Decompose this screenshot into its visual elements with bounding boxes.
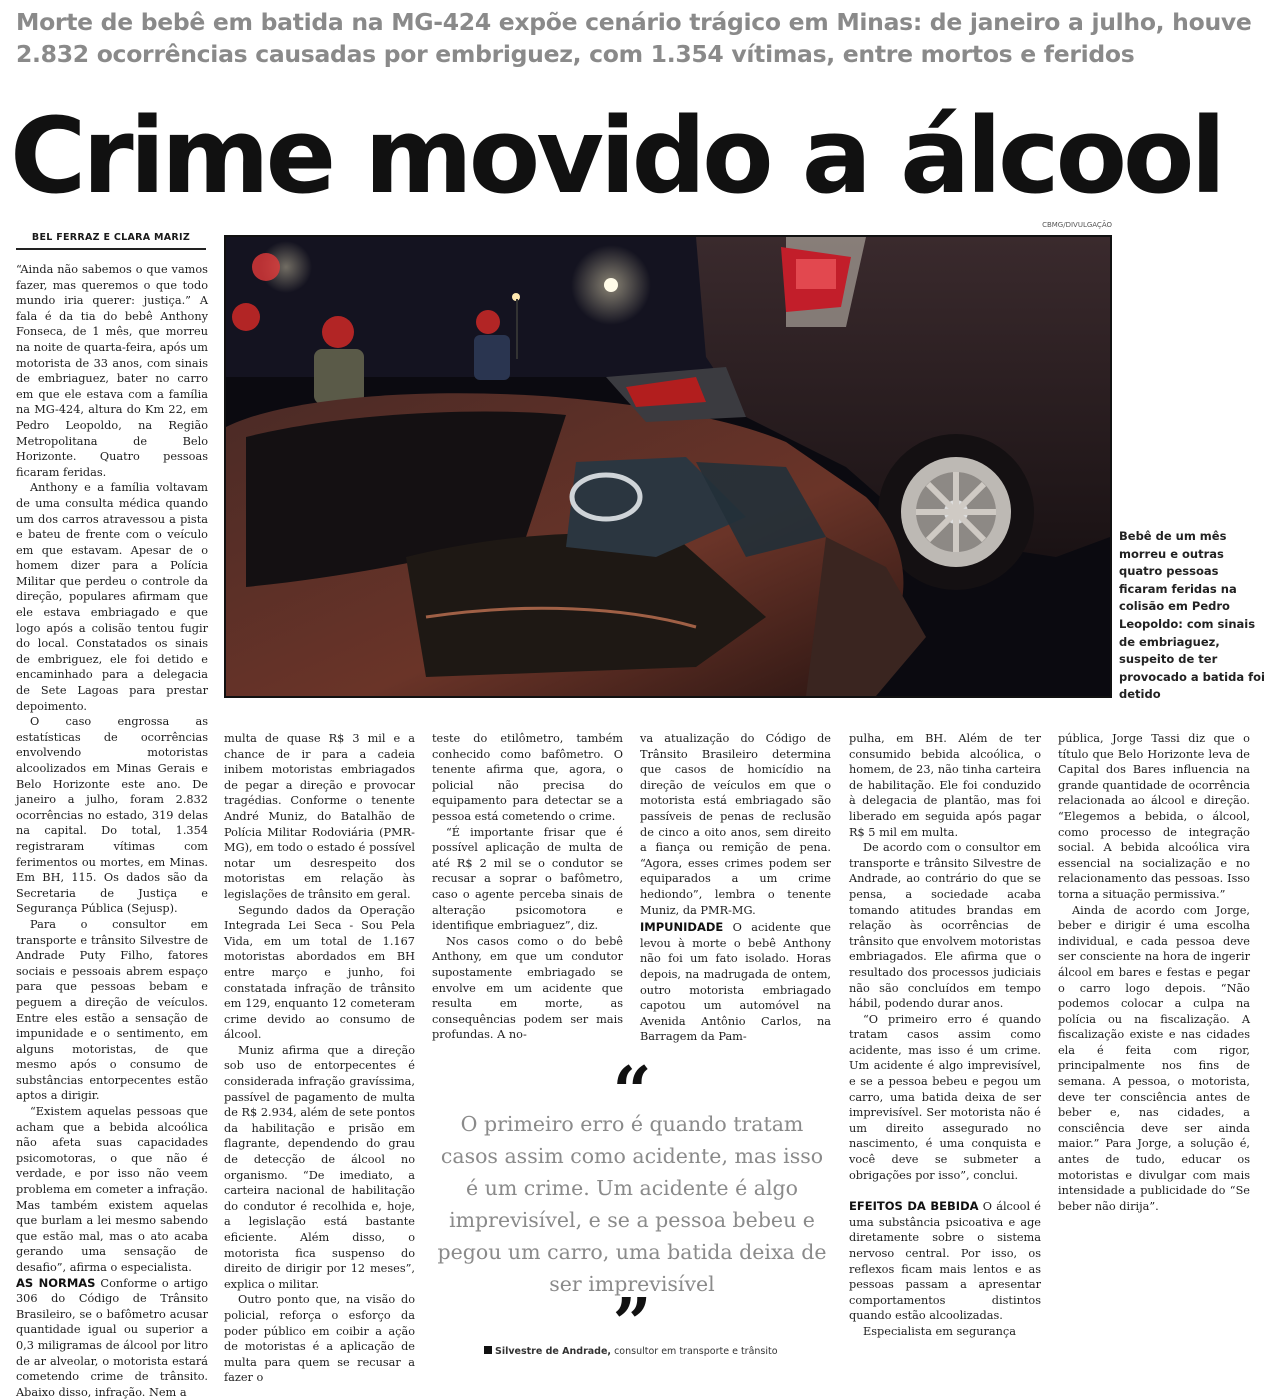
quote-source-name: Silvestre de Andrade,: [495, 1346, 612, 1357]
crash-photo-illustration: [226, 237, 1110, 696]
article-paragraph: [849, 1199, 1041, 1324]
kicker-subheadline: Morte de bebê em batida na MG-424 expõe cenário trágico em Minas: de janeiro a julho, houve 2.832 ocorrências causadas por embriguez, com 1.354 vítimas, entre mortos e feridos: [16, 8, 1252, 68]
crash-photo: [224, 235, 1112, 698]
pull-quote-text: O primeiro erro é quando tratam casos assim como acidente, mas isso é um crime. Um acidente é algo imprevisível, e se a pessoa bebeu e pegou um carro, uma batida deixa de ser imprevisível: [437, 1112, 827, 1296]
article-paragraph: Segundo dados da Operação Integrada Lei Seca - Sou Pela Vida, em um total de 1.167 motoristas abordados em BH entre março e junho, foi constatada infração de trânsito em 129, enquanto 12 cometeram crime devido ao consumo de álcool.: [224, 903, 415, 1042]
byline: BEL FERRAZ E CLARA MARIZ: [16, 232, 206, 250]
photo-caption: Bebê de um mês morreu e outras quatro pessoas ficaram feridas na colisão em Pedro Leopoldo: com sinais de embriaguez, suspeito de ter provocado a batida foi detido: [1119, 529, 1265, 702]
paragraph-text: O acidente que levou à morte o bebê Anthony não foi um fato isolado. Horas depois, na madrugada de ontem, outro motorista embriagado capotou um automóvel na Avenida Antônio Carlos, na Barragem da Pam-: [640, 921, 831, 1044]
section-subhead-impunidade: IMPUNIDADE: [640, 920, 724, 935]
article-paragraph: Para o consultor em transporte e trânsito Silvestre de Andrade Puty Filho, fatores sociais e pessoais abrem espaço para que pessoas bebam e peguem a direção de veículos. Entre eles estão a sensação de impunidade e o sentimento, em alguns motoristas, de que mesmo após o consumo de substâncias entorpecentes estão aptos a dirigir.: [16, 917, 208, 1103]
article-paragraph: [640, 920, 831, 1045]
quote-close-mark: ”: [612, 1284, 652, 1364]
paragraph-text: Conforme o artigo 306 do Código de Trânsito Brasileiro, se o bafômetro acusar quantidade igual ou superior a 0,3 miligramas de álcool por litro de ar alveolar, o motorista estará cometendo crime de trânsito. Abaixo disso, infração. Nem a: [16, 1276, 208, 1399]
paragraph-text: O álcool é uma substância psicoativa e age diretamente sobre o sistema nervoso central. Por isso, os reflexos ficam mais lentos e as pessoas passam a apresentar comportamentos distintos quando estão alcoolizadas.: [849, 1200, 1041, 1323]
article-column-2: [224, 731, 415, 1386]
article-paragraph: multa de quase R$ 3 mil e a chance de ir para a cadeia inibem motoristas embriagados de pegar a direção e provocar tragédias. Conforme o tenente André Muniz, do Batalhão de Polícia Militar Rodoviária (PMR-MG), em todo o estado é possível notar um desrespeito dos motoristas em relação às legislações de trânsito em geral.: [224, 732, 415, 901]
section-subhead-normas: AS NORMAS: [16, 1275, 96, 1290]
article-column-3: [432, 731, 623, 1043]
article-paragraph: Anthony e a família voltavam de uma consulta médica quando um dos carros atravessou a pista e bateu de frente com o veículo em que estavam. Apesar de o homem dizer para a Polícia Militar que perdeu o controle da direção, populares afirmam que ele estava embriagado e que logo após a colisão tentou fugir do local. Constatados os sinais de embriguez, ele foi detido e encaminhado para a delegacia de Sete Lagoas para prestar depoimento.: [16, 481, 208, 713]
article-paragraph: “É importante frisar que é possível aplicação de multa de até R$ 2 mil se o condutor se recusar a soprar o bafômetro, caso o agente perceba sinais de alteração psicomotora e identifique embriaguez”, diz.: [432, 825, 623, 933]
article-paragraph: Nos casos como o do bebê Anthony, em que um condutor supostamente embriagado se envolve em um acidente que resulta em morte, as consequências podem ser mais profundas. A no-: [432, 934, 623, 1042]
article-paragraph: Outro ponto que, na visão do policial, reforça o esforço da poder público em coibir a ação de motoristas é a aplicação de multa para quem se recusar a fazer o: [224, 1293, 415, 1385]
article-paragraph: Muniz afirma que a direção sob uso de entorpecentes é considerada infração gravíssima, passível de pagamento de multa de R$ 2.934, além de sete pontos da habilitação e prisão em flagrante, dependendo do grau de detecção de álcool no organismo. “De imediato, a carteira nacional de habilitação do condutor é recolhida e, hoje, a legislação está bastante eficiente. Além disso, o motorista fica suspenso do direito de dirigir por 12 meses”, explica o militar.: [224, 1043, 415, 1291]
article-paragraph: Especialista em segurança: [863, 1324, 1016, 1338]
quote-open-mark: “: [612, 1052, 652, 1132]
article-column-6: [1058, 731, 1250, 1214]
section-subhead-efeitos: EFEITOS DA BEBIDA: [849, 1199, 979, 1214]
article-column-5: [849, 731, 1041, 1340]
article-paragraph: Ainda de acordo com Jorge, beber e dirigir é uma escolha individual, e cada pessoa deve ser consciente na hora de ingerir álcool em bares e festas e pegar o carro logo depois. “Não podemos colocar a culpa na polícia ou na fiscalização. A fiscalização existe e nas cidades ela é feita com rigor, principalmente nos fins de semana. A pessoa, o motorista, deve ter consciência antes de beber e, nas cidades, a consciência deve ser ainda maior.” Para Jorge, a solução é, antes de tudo, educar os motoristas e divulgar com mais intensidade a publicidade do “Se beber não dirija”.: [1058, 903, 1250, 1213]
article-paragraph: De acordo com o consultor em transporte e trânsito Silvestre de Andrade, ao contrário do que se pensa, a sociedade acaba tomando atitudes brandas em relação às ocorrências de trânsito que envolvem motoristas embriagados. Ele afirma que o resultado dos processos judiciais não são concluídos em tempo hábil, podendo durar anos.: [849, 841, 1041, 1011]
pull-quote-source: [484, 1346, 824, 1357]
square-bullet-icon: [484, 1346, 492, 1354]
article-paragraph: “Existem aquelas pessoas que acham que a bebida alcoólica não afeta suas capacidades psicomotoras, o que não é verdade, e por isso não veem problema em cometer a infração. Mas também existem aquelas que burlam a lei mesmo sabendo que estão mal, mas o ato acaba gerando uma sensação de desafio”, afirma o especialista.: [16, 1105, 208, 1274]
article-paragraph: “O primeiro erro é quando tratam casos assim como acidente, mas isso é um crime. Um acidente é algo imprevisível, e se a pessoa bebeu e pegou um carro, uma batida deixa de ser imprevisível. Ser motorista não é um direito assegurado no nascimento, é uma conquista e você deve se submeter a obrigações por isso”, conclui.: [849, 1012, 1041, 1182]
article-paragraph: teste do etilômetro, também conhecido como bafômetro. O tenente afirma que, agora, o policial não precisa do equipamento para detectar se a pessoa está cometendo o crime.: [432, 732, 623, 823]
article-paragraph: [16, 1276, 208, 1400]
article-paragraph: pública, Jorge Tassi diz que o título que Belo Horizonte leva de Capital dos Bares influencia na grande quantidade de ocorrência relacionada ao álcool e direção. “Elegemos a bebida, o álcool, como processo de integração social. A bebida alcoólica vira essencial na socialização e no relacionamento das pessoas. Isso torna a situação permissiva.”: [1058, 732, 1250, 901]
article-paragraph: “Ainda não sabemos o que vamos fazer, mas queremos o que todo mundo iria querer: justiça.” A fala é da tia do bebê Anthony Fonseca, de 1 mês, que morreu na noite de quarta-feira, após um motorista de 33 anos, com sinais de embriaguez, bater no carro em que ele estava com a família na MG-424, altura do Km 22, em Pedro Leopoldo, na Região Metropolitana de Belo Horizonte. Quatro pessoas ficaram feridas.: [16, 263, 208, 479]
quote-source-role: consultor em transporte e trânsito: [611, 1346, 778, 1357]
article-column-1: [16, 262, 208, 1400]
headline: Crime movido a álcool: [10, 95, 1223, 217]
article-paragraph: pulha, em BH. Além de ter consumido bebida alcoólica, o homem, de 23, não tinha carteira de habilitação. Ele foi conduzido à delegacia de plantão, mas foi liberado em seguida após pagar R$ 5 mil em multa.: [849, 732, 1041, 839]
article-column-4: [640, 731, 831, 1045]
photo-credit: CBMG/DIVULGAÇÃO: [1042, 221, 1112, 229]
article-paragraph: O caso engrossa as estatísticas de ocorrências envolvendo motoristas alcoolizados em Minas Gerais e Belo Horizonte este ano. De janeiro a julho, foram 2.832 ocorrências no estado, 319 delas na capital. Do total, 1.354 registraram vítimas com ferimentos ou mortes, em Minas. Em BH, 115. Os dados são da Secretaria de Justiça e Segurança Pública (Sejusp).: [16, 715, 208, 916]
article-paragraph: va atualização do Código de Trânsito Brasileiro determina que casos de homicídio na direção de veículos em que o motorista está embriagado são passíveis de penas de reclusão de cinco a oito anos, sem direito a fiança ou remição de pena. “Agora, esses crimes podem ser equiparados a um crime hediondo”, lembra o tenente Muniz, da PMR-MG.: [640, 732, 831, 917]
